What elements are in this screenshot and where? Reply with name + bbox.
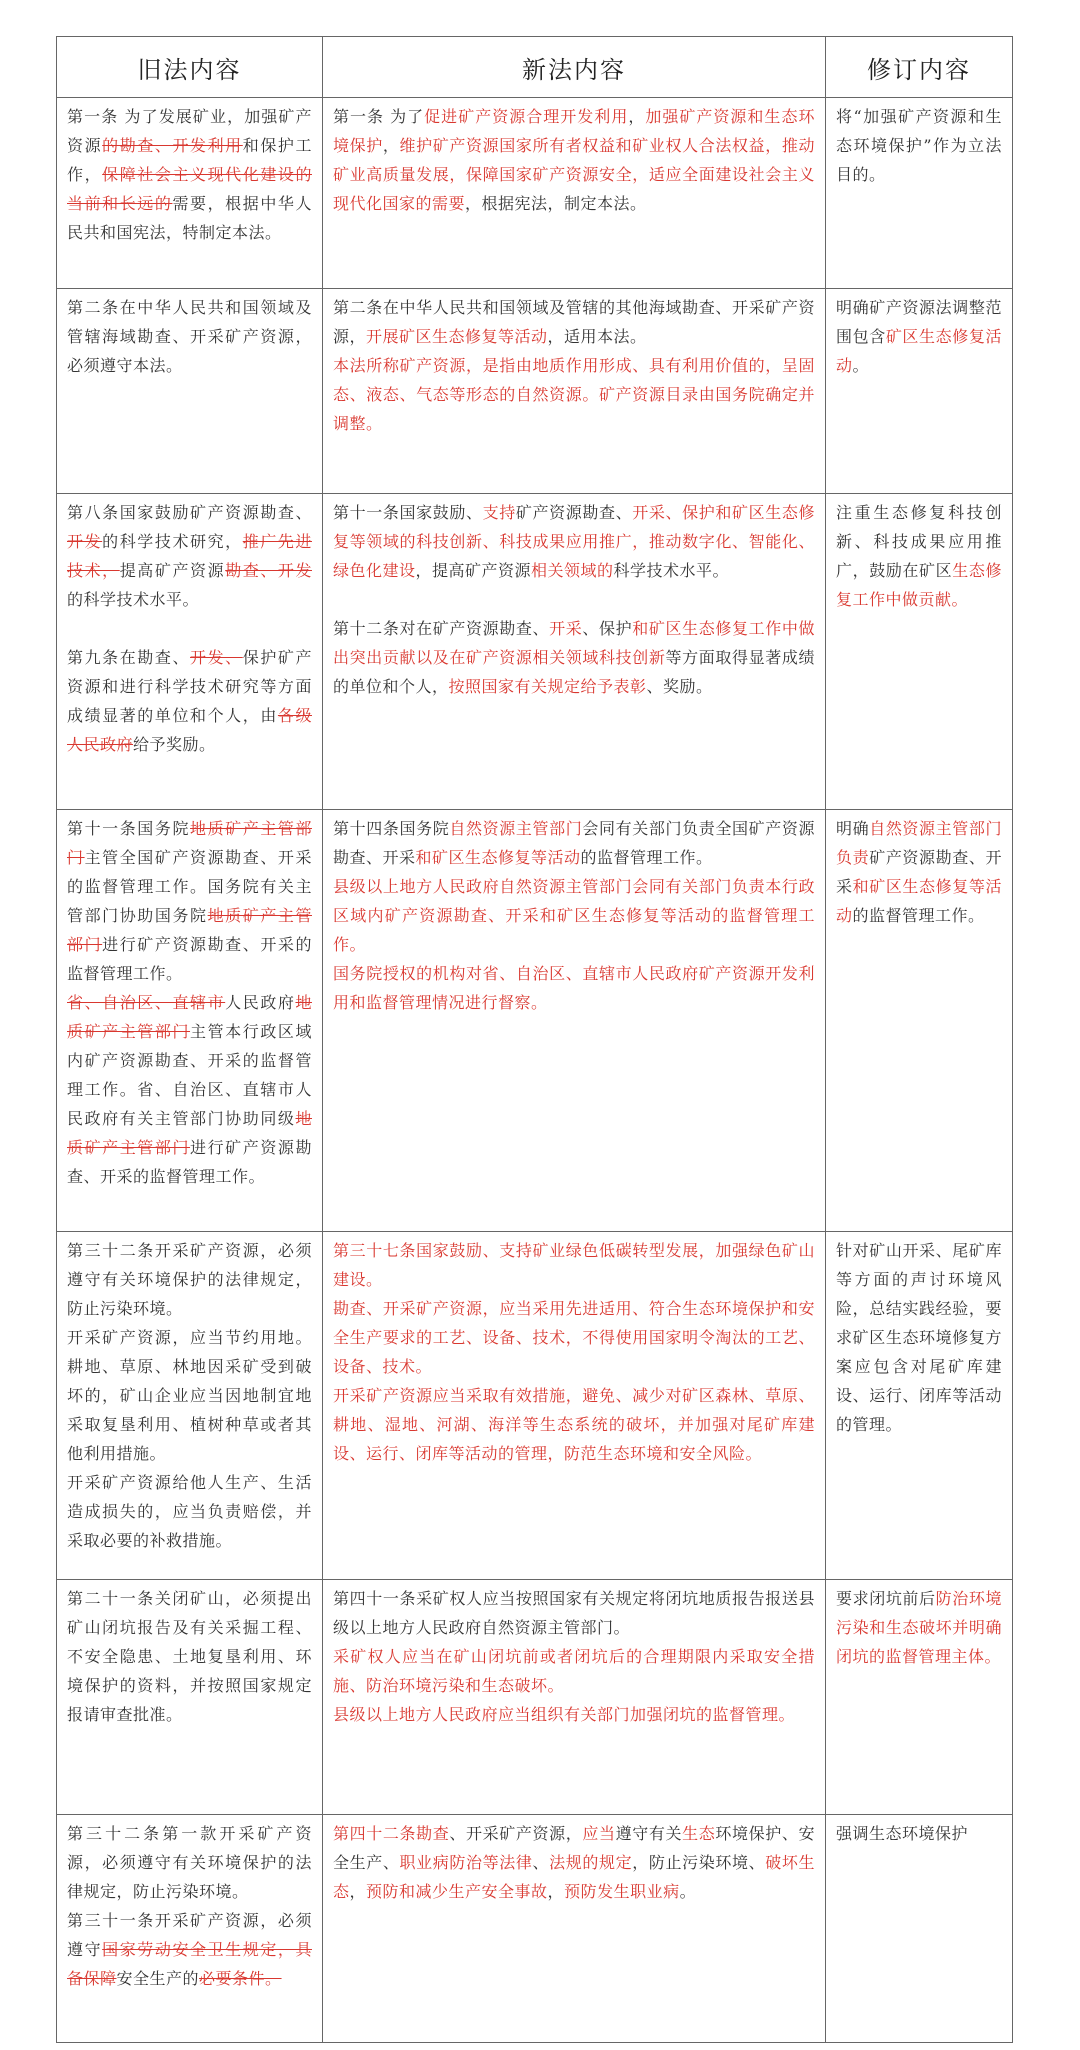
cell-paragraph [67, 102, 312, 247]
text-segment: 第九条在勘查、 [67, 648, 191, 667]
text-segment: 和保护工作， [67, 136, 312, 184]
table-row [57, 289, 1013, 494]
cell-paragraph [333, 1381, 815, 1468]
revised-text: 法规的规定 [549, 1853, 633, 1872]
old-law-cell [57, 1815, 323, 2043]
cell-paragraph [333, 872, 815, 959]
deleted-text: 勘查、开发 [225, 561, 312, 580]
old-law-cell [57, 1580, 323, 1815]
revised-text: 第三十七条国家鼓励、支持矿业绿色低碳转型发展，加强绿色矿山建设。 [333, 1241, 815, 1289]
revised-text: 生态修复工作中做贡献。 [836, 561, 1002, 609]
text-segment: 提高矿产资源 [119, 561, 226, 580]
text-segment: 进行矿产资源勘查、开采的监督管理工作。 [67, 935, 312, 983]
text-segment: 开采矿产资源给他人生产、生活造成损失的，应当负责赔偿，并采取必要的补救措施。 [67, 1473, 312, 1550]
text-segment: 保护矿产资源和进行科学技术研究等方面成绩显著的单位和个人，由 [67, 648, 312, 725]
revision-cell [826, 289, 1013, 494]
header-old-law: 旧法内容 [57, 37, 323, 98]
deleted-text: 必要条件。 [199, 1969, 282, 1988]
cell-paragraph [333, 1700, 815, 1729]
revised-text: 矿区生态修复活动 [836, 327, 1002, 375]
text-segment: 第四十一条采矿权人应当按照国家有关规定将闭坑地质报告报送县级以上地方人民政府自然资源主管部门。 [333, 1589, 815, 1637]
revised-text: 开采 [549, 619, 583, 638]
revised-text: 生态 [682, 1824, 716, 1843]
deleted-text: 地质矿产主管部门 [67, 993, 312, 1041]
deleted-text: 省、自治区、直辖市 [67, 993, 226, 1012]
revised-text: 防治环境污染和生态破坏并明确闭坑的监督管理主体。 [836, 1589, 1002, 1666]
text-segment: 第二十一条关闭矿山，必须提出矿山闭坑报告及有关采掘工程、不安全隐患、土地复垦利用、环境保护的资料，并按照国家规定报请审查批准。 [67, 1589, 312, 1724]
old-law-cell [57, 289, 323, 494]
new-law-cell [323, 98, 826, 289]
deleted-text: 地质矿产主管部门 [67, 906, 312, 954]
text-segment: 明确 [836, 819, 870, 838]
text-segment: ，根据宪法，制定本法。 [465, 194, 647, 213]
revised-text: 本法所称矿产资源，是指由地质作用形成、具有利用价值的，呈固态、液态、气态等形态的自然资源。矿产资源目录由国务院确定并调整。 [333, 356, 815, 433]
table-row [57, 1815, 1013, 2043]
old-law-cell [57, 494, 323, 810]
revised-text: 应当 [582, 1824, 616, 1843]
text-segment: 、奖励。 [646, 677, 713, 696]
old-law-cell [57, 810, 323, 1232]
text-segment: 强调生态环境保护 [836, 1824, 969, 1843]
text-segment: 将“加强矿产资源和生态环境保护”作为立法目的。 [836, 107, 1002, 184]
revised-text: 自然资源主管部门 [449, 819, 583, 838]
new-law-cell [323, 1580, 826, 1815]
cell-paragraph [333, 1819, 815, 1906]
text-segment: 的科学技术研究， [102, 532, 243, 551]
revision-cell [826, 494, 1013, 810]
text-segment: 第十四条国务院 [333, 819, 450, 838]
text-segment: 。 [679, 1882, 697, 1901]
cell-paragraph [333, 814, 815, 872]
cell-paragraph [333, 1584, 815, 1642]
revised-text: 按照国家有关规定给予表彰 [448, 677, 647, 696]
revised-text: 和矿区生态修复等活动 [415, 848, 581, 867]
table-row [57, 494, 1013, 810]
text-segment: 第八条国家鼓励矿产资源勘查、 [67, 503, 312, 522]
revision-cell [826, 1815, 1013, 2043]
text-segment: 矿产资源勘查、开采 [836, 848, 1002, 896]
cell-paragraph [67, 1236, 312, 1323]
cell-paragraph [836, 814, 1002, 930]
table-row [57, 1580, 1013, 1815]
text-segment: 第一条 为了发展矿业，加强矿产资源 [67, 107, 312, 155]
text-segment: ，提高矿产资源 [415, 561, 532, 580]
text-segment: 人民政府 [225, 993, 296, 1012]
text-segment: 需要，根据中华人民共和国宪法，特制定本法。 [67, 194, 312, 242]
text-segment: 的科学技术水平。 [67, 590, 200, 609]
cell-paragraph [836, 293, 1002, 380]
header-new-law: 新法内容 [323, 37, 826, 98]
new-law-cell [323, 494, 826, 810]
text-segment: 第十二条对在矿产资源勘查、 [333, 619, 550, 638]
text-segment: 注重生态修复科技创新、科技成果应用推广，鼓励在矿区 [836, 503, 1002, 580]
revised-text: 采矿权人应当在矿山闭坑前或者闭坑后的合理期限内采取安全措施、防治环境污染和生态破坏。 [333, 1647, 815, 1695]
deleted-text: 开发 [67, 532, 103, 551]
text-segment: ，适用本法。 [547, 327, 647, 346]
revised-text: 开采矿产资源应当采取有效措施，避免、减少对矿区森林、草原、耕地、湿地、河湖、海洋等生态系统的破坏，并加强对尾矿库建设、运行、闭库等活动的管理，防范生态环境和安全风险。 [333, 1386, 815, 1463]
header-row [57, 37, 1013, 98]
text-segment: 、 [532, 1853, 550, 1872]
new-law-cell [323, 289, 826, 494]
text-segment: 矿产资源勘查、 [515, 503, 633, 522]
table-row [57, 810, 1013, 1232]
old-law-cell [57, 98, 323, 289]
cell-paragraph [67, 643, 312, 759]
cell-paragraph [67, 814, 312, 988]
revised-text: 自然资源主管部门负责 [836, 819, 1002, 867]
text-segment: 科学技术水平。 [613, 561, 730, 580]
new-law-cell [323, 1232, 826, 1580]
cell-paragraph [333, 614, 815, 701]
cell-paragraph [67, 988, 312, 1191]
text-segment: 会同有关部门负责全国矿产资源勘查、开采 [333, 819, 815, 867]
cell-paragraph [333, 1642, 815, 1700]
text-segment: 等方面取得显著成绩的单位和个人， [333, 648, 815, 696]
revision-cell [826, 1232, 1013, 1580]
deleted-text: 的勘查、开发利用 [102, 136, 243, 155]
cell-paragraph [67, 1906, 312, 1993]
revised-text: 加强矿产资源和生态环境保护 [333, 107, 815, 155]
new-law-cell [323, 810, 826, 1232]
text-segment: 给予奖励。 [133, 735, 216, 754]
text-segment: 第三十一条开采矿产资源，必须遵守 [67, 1911, 312, 1959]
text-segment: 遵守有关 [615, 1824, 683, 1843]
cell-paragraph [836, 1584, 1002, 1671]
text-segment: 的监督管理工作。 [852, 906, 985, 925]
revision-cell [826, 810, 1013, 1232]
revised-text: 相关领域的 [531, 561, 614, 580]
new-law-cell [323, 1815, 826, 2043]
revised-text: 开采、保护和矿区生态修复等领域的科技创新、科技成果应用推广，推动数字化、智能化、绿色化建设 [333, 503, 815, 580]
text-segment: 的监督管理工作。 [580, 848, 713, 867]
cell-paragraph [333, 1236, 815, 1294]
cell-paragraph [67, 293, 312, 380]
cell-paragraph [67, 1323, 312, 1468]
cell-paragraph [333, 351, 815, 438]
text-segment: 第十一条国务院 [67, 819, 191, 838]
text-segment: 明确矿产资源法调整范围包含 [836, 298, 1002, 346]
deleted-text: 地质矿产主管部门 [67, 1109, 312, 1157]
deleted-text: 开发、 [190, 648, 243, 667]
header-revision: 修订内容 [826, 37, 1013, 98]
text-segment: 主管全国矿产资源勘查、开采的监督管理工作。国务院有关主管部门协助国务院 [67, 848, 312, 925]
cell-paragraph [333, 959, 815, 1017]
cell-paragraph [333, 1294, 815, 1381]
revision-cell [826, 1580, 1013, 1815]
cell-paragraph [333, 293, 815, 351]
cell-paragraph [333, 102, 815, 218]
text-segment: 安全生产的 [116, 1969, 200, 1988]
text-segment: 。 [852, 356, 870, 375]
text-segment: 第二条在中华人民共和国领域及管辖的其他海域勘查、开采矿产资源， [333, 298, 815, 346]
revised-text: 促进矿产资源合理开发利用 [424, 107, 629, 126]
text-segment: 环境保护、安全生产、 [333, 1824, 815, 1872]
text-segment: 第三十二条开采矿产资源，必须遵守有关环境保护的法律规定，防止污染环境。 [67, 1241, 312, 1318]
cell-paragraph [836, 498, 1002, 614]
text-segment: ，防止污染环境、 [632, 1853, 766, 1872]
old-law-cell [57, 1232, 323, 1580]
revised-text: 预防发生职业病 [564, 1882, 680, 1901]
revised-text: 开展矿区生态修复等活动 [366, 327, 548, 346]
revised-text: 支持 [482, 503, 516, 522]
revised-text: 县级以上地方人民政府应当组织有关部门加强闭坑的监督管理。 [333, 1705, 796, 1724]
text-segment: ， [547, 1882, 565, 1901]
revised-text: 预防和减少生产安全事故 [366, 1882, 548, 1901]
text-segment: ， [382, 136, 400, 155]
text-segment: 、保护 [582, 619, 633, 638]
revised-text: 破坏生态 [333, 1853, 815, 1901]
text-segment: 针对矿山开采、尾矿库等方面的声讨环境风险，总结实践经验，要求矿区生态环境修复方案应包含对尾矿库建设、运行、闭库等活动的管理。 [836, 1241, 1002, 1434]
text-segment: 开采矿产资源，应当节约用地。耕地、草原、林地因采矿受到破坏的，矿山企业应当因地制宜地采取复垦利用、植树种草或者其他利用措施。 [67, 1328, 312, 1463]
deleted-text: 地质矿产主管部门 [67, 819, 312, 867]
text-segment: ， [349, 1882, 367, 1901]
cell-paragraph [67, 1468, 312, 1555]
cell-paragraph [836, 102, 1002, 189]
cell-paragraph [836, 1819, 1002, 1848]
text-segment: 第十一条国家鼓励、 [333, 503, 483, 522]
revised-text: 国务院授权的机构对省、自治区、直辖市人民政府矿产资源开发利用和监督管理情况进行督察。 [333, 964, 815, 1012]
cell-paragraph [67, 1584, 312, 1729]
text-segment: ， [628, 107, 646, 126]
revised-text: 县级以上地方人民政府自然资源主管部门会同有关部门负责本行政区域内矿产资源勘查、开采和矿区生态修复等活动的监督管理工作。 [333, 877, 815, 954]
revised-text: 职业病防治等法律 [399, 1853, 533, 1872]
text-segment: 第一条 为了 [333, 107, 425, 126]
table-row [57, 1232, 1013, 1580]
revision-cell [826, 98, 1013, 289]
text-segment: 第二条在中华人民共和国领域及管辖海域勘查、开采矿产资源，必须遵守本法。 [67, 298, 312, 375]
cell-paragraph [333, 498, 815, 585]
revised-text: 和矿区生态修复工作中做出突出贡献以及在矿产资源相关领域科技创新 [333, 619, 815, 667]
cell-paragraph [67, 1819, 312, 1906]
cell-paragraph [67, 498, 312, 614]
table-row [57, 98, 1013, 289]
deleted-text: 保障社会主义现代化建设的当前和长远的 [67, 165, 312, 213]
text-segment: 主管本行政区域内矿产资源勘查、开采的监督管理工作。省、自治区、直辖市人民政府有关主管部门协助同级 [67, 1022, 312, 1128]
text-segment: 进行矿产资源勘查、开采的监督管理工作。 [67, 1138, 312, 1186]
deleted-text: 推广先进技术， [67, 532, 312, 580]
deleted-text: 国家劳动安全卫生规定，具备保障 [67, 1940, 312, 1988]
blank-line [333, 585, 815, 614]
revised-text: 第四十二条勘查 [333, 1824, 450, 1843]
cell-paragraph [836, 1236, 1002, 1439]
revised-text: 勘查、开采矿产资源，应当采用先进适用、符合生态环境保护和安全生产要求的工艺、设备、技术，不得使用国家明令淘汰的工艺、设备、技术。 [333, 1299, 815, 1376]
text-segment: 、开采矿产资源， [449, 1824, 583, 1843]
revised-text: 维护矿产资源国家所有者权益和矿业权人合法权益，推动矿业高质量发展，保障国家矿产资源安全，适应全面建设社会主义现代化国家的需要 [333, 136, 815, 213]
law-comparison-table [56, 36, 1013, 2043]
revised-text: 和矿区生态修复等活动 [836, 877, 1002, 925]
text-segment: 要求闭坑前后 [836, 1589, 936, 1608]
text-segment: 第三十二条第一款开采矿产资源，必须遵守有关环境保护的法律规定，防止污染环境。 [67, 1824, 312, 1901]
blank-line [67, 614, 312, 643]
deleted-text: 各级人民政府 [67, 706, 312, 754]
